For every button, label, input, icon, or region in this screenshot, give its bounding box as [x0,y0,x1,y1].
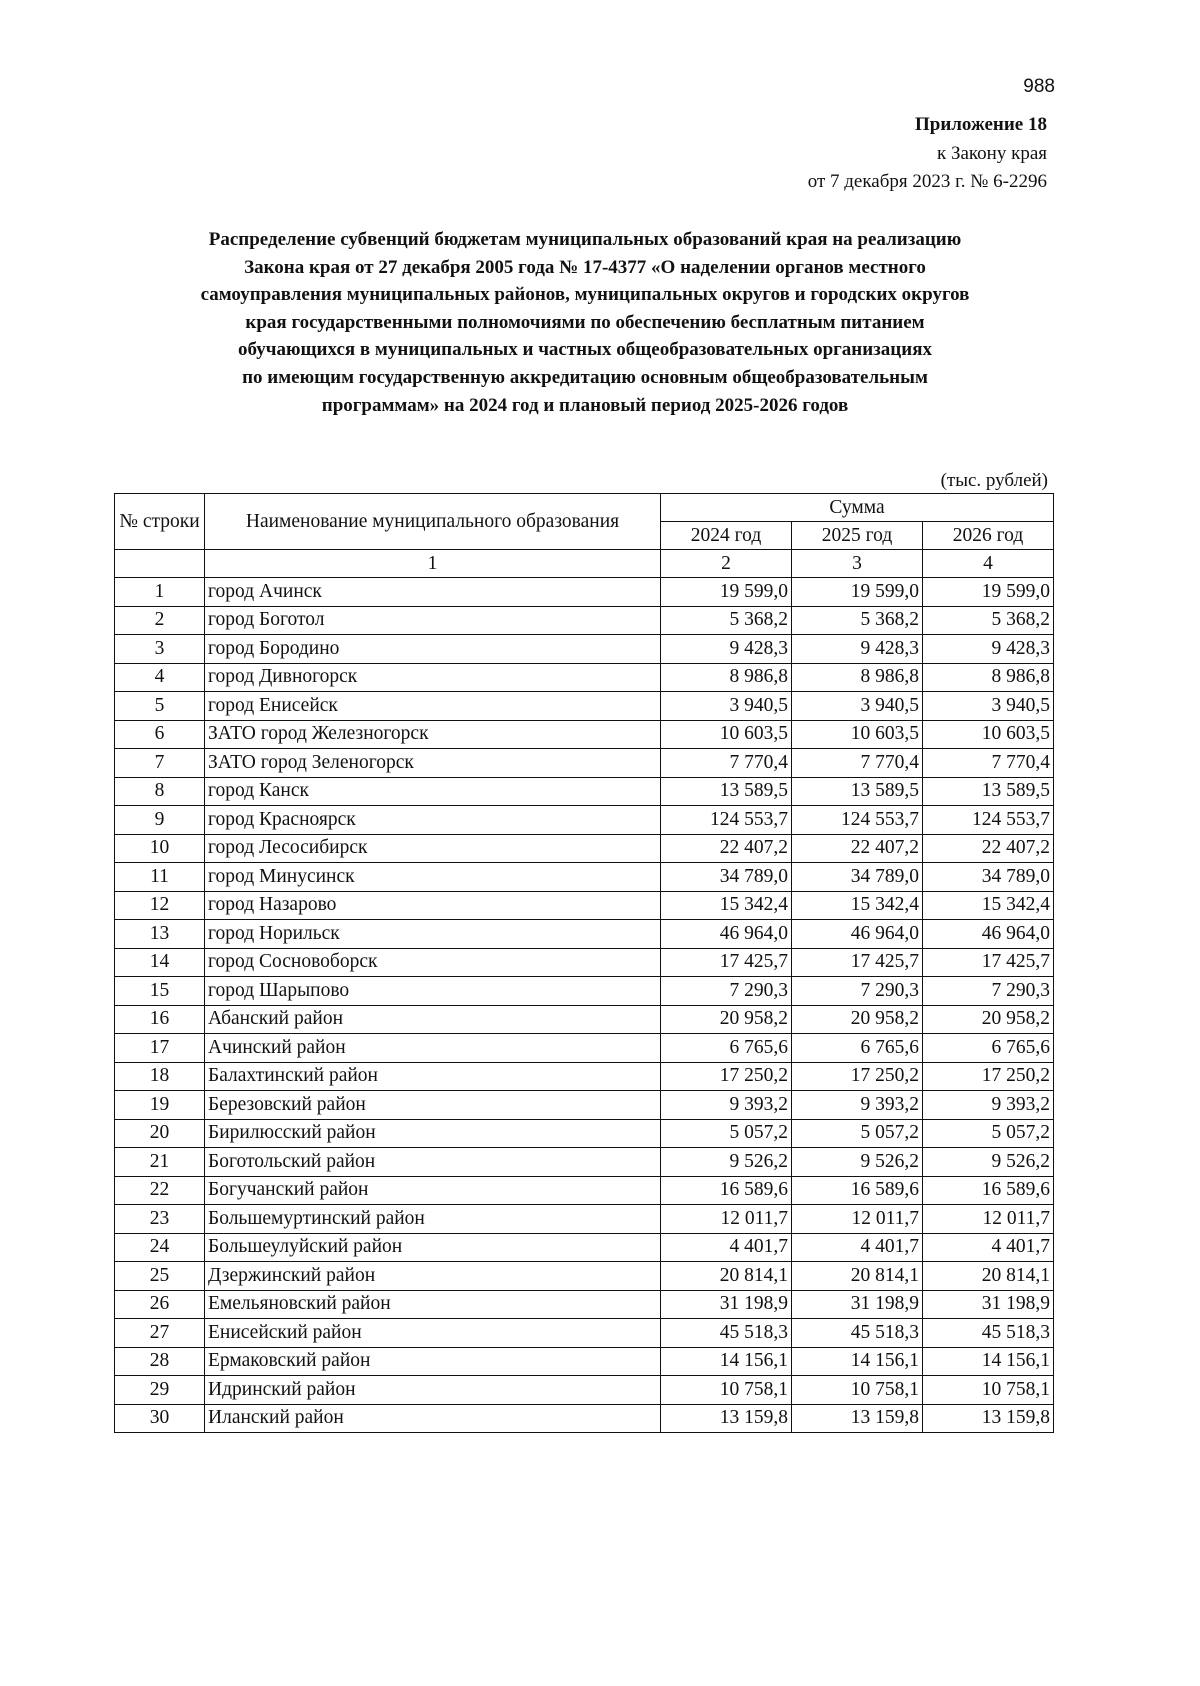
amount-2026: 7 290,3 [923,977,1054,1006]
amount-2024: 3 940,5 [661,692,792,721]
amount-2026: 16 589,6 [923,1176,1054,1205]
amount-2024: 17 250,2 [661,1062,792,1091]
row-number: 4 [115,663,205,692]
amount-2026: 8 986,8 [923,663,1054,692]
municipality-name: город Боготол [205,606,661,635]
row-number: 29 [115,1376,205,1405]
row-number: 6 [115,720,205,749]
municipality-name: Боготольский район [205,1148,661,1177]
amount-2026: 7 770,4 [923,749,1054,778]
amount-2025: 15 342,4 [792,891,923,920]
amount-2024: 31 198,9 [661,1290,792,1319]
table-row [115,749,1054,778]
municipality-name: ЗАТО город Зеленогорск [205,749,661,778]
col-number: 2 [661,550,792,578]
amount-2025: 17 425,7 [792,948,923,977]
amount-2025: 9 393,2 [792,1091,923,1120]
amount-2026: 14 156,1 [923,1347,1054,1376]
table-row [115,663,1054,692]
municipality-name: Большемуртинский район [205,1205,661,1234]
amount-2026: 124 553,7 [923,806,1054,835]
row-number: 9 [115,806,205,835]
municipality-name: Емельяновский район [205,1290,661,1319]
amount-2024: 45 518,3 [661,1319,792,1348]
row-number: 5 [115,692,205,721]
amount-2025: 19 599,0 [792,578,923,607]
amount-2025: 22 407,2 [792,834,923,863]
table-row [115,1319,1054,1348]
municipality-name: Абанский район [205,1005,661,1034]
amount-2024: 10 603,5 [661,720,792,749]
table-row [115,692,1054,721]
amount-2026: 15 342,4 [923,891,1054,920]
amount-2025: 9 526,2 [792,1148,923,1177]
municipality-name: Дзержинский район [205,1262,661,1291]
municipality-name: город Сосновоборск [205,948,661,977]
amount-2026: 12 011,7 [923,1205,1054,1234]
title-line: самоуправления муниципальных районов, муниципальных округов и городских округов [200,284,970,306]
table-row [115,948,1054,977]
amount-2024: 10 758,1 [661,1376,792,1405]
table-row [115,1404,1054,1433]
row-number: 8 [115,777,205,806]
header-year-2026: 2026 год [923,522,1054,550]
amount-2024: 20 814,1 [661,1262,792,1291]
col-number: 1 [205,550,661,578]
row-number: 14 [115,948,205,977]
title-line: Распределение субвенций бюджетам муниципальных образований края на реализацию [208,229,962,250]
table-row [115,720,1054,749]
municipality-name: ЗАТО город Железногорск [205,720,661,749]
title-line: края государственными полномочиями по обеспечению бесплатным питанием [245,311,925,333]
amount-2025: 34 789,0 [792,863,923,892]
amount-2024: 19 599,0 [661,578,792,607]
table-row [115,1233,1054,1262]
amount-2024: 5 368,2 [661,606,792,635]
row-number: 24 [115,1233,205,1262]
row-number: 19 [115,1091,205,1120]
municipality-name: Березовский район [205,1091,661,1120]
header-year-2025: 2025 год [792,522,923,550]
municipality-name: город Лесосибирск [205,834,661,863]
row-number: 21 [115,1148,205,1177]
table-row [115,1034,1054,1063]
row-number: 27 [115,1319,205,1348]
amount-2024: 17 425,7 [661,948,792,977]
municipality-name: Идринский район [205,1376,661,1405]
amount-2025: 13 159,8 [792,1404,923,1433]
amount-2026: 17 250,2 [923,1062,1054,1091]
amount-2024: 5 057,2 [661,1119,792,1148]
amount-2024: 34 789,0 [661,863,792,892]
municipality-name: город Канск [205,777,661,806]
amount-2026: 4 401,7 [923,1233,1054,1262]
document-title [120,226,1050,419]
amount-2025: 7 290,3 [792,977,923,1006]
municipality-name: Большеулуйский район [205,1233,661,1262]
table-row [115,1347,1054,1376]
table-row [115,1062,1054,1091]
amount-2024: 20 958,2 [661,1005,792,1034]
municipality-name: Ермаковский район [205,1347,661,1376]
table-row [115,578,1054,607]
amount-2026: 19 599,0 [923,578,1054,607]
amount-2024: 9 526,2 [661,1148,792,1177]
municipality-name: город Норильск [205,920,661,949]
table-row [115,1262,1054,1291]
amount-2025: 5 368,2 [792,606,923,635]
amount-2026: 31 198,9 [923,1290,1054,1319]
amount-2026: 9 526,2 [923,1148,1054,1177]
amount-2024: 13 589,5 [661,777,792,806]
row-number: 7 [115,749,205,778]
amount-2026: 6 765,6 [923,1034,1054,1063]
amount-2025: 10 603,5 [792,720,923,749]
appendix-date: от 7 декабря 2023 г. № 6-2296 [807,171,1047,192]
amount-2024: 6 765,6 [661,1034,792,1063]
amount-2025: 13 589,5 [792,777,923,806]
subsidy-table [114,493,1054,1433]
municipality-name: город Енисейск [205,692,661,721]
table-row [115,977,1054,1006]
municipality-name: Балахтинский район [205,1062,661,1091]
row-number: 17 [115,1034,205,1063]
row-number: 18 [115,1062,205,1091]
table-row [115,806,1054,835]
amount-2024: 8 986,8 [661,663,792,692]
row-number: 2 [115,606,205,635]
municipality-name: Иланский район [205,1404,661,1433]
amount-2026: 45 518,3 [923,1319,1054,1348]
amount-2024: 22 407,2 [661,834,792,863]
amount-2024: 15 342,4 [661,891,792,920]
amount-2026: 13 159,8 [923,1404,1054,1433]
amount-2024: 16 589,6 [661,1176,792,1205]
amount-2026: 46 964,0 [923,920,1054,949]
amount-2025: 4 401,7 [792,1233,923,1262]
table-row [115,1205,1054,1234]
row-number: 1 [115,578,205,607]
row-number: 11 [115,863,205,892]
col-number: 4 [923,550,1054,578]
table-row [115,891,1054,920]
col-number [115,550,205,578]
municipality-name: Бирилюсский район [205,1119,661,1148]
amount-2025: 8 986,8 [792,663,923,692]
amount-2024: 7 290,3 [661,977,792,1006]
municipality-name: город Бородино [205,635,661,664]
amount-2025: 45 518,3 [792,1319,923,1348]
amount-2025: 10 758,1 [792,1376,923,1405]
col-number: 3 [792,550,923,578]
amount-2026: 5 368,2 [923,606,1054,635]
amount-2026: 10 758,1 [923,1376,1054,1405]
amount-2024: 46 964,0 [661,920,792,949]
row-number: 20 [115,1119,205,1148]
title-line: программам» на 2024 год и плановый период 2025-2026 годов [321,394,849,416]
table-row [115,606,1054,635]
amount-2026: 9 428,3 [923,635,1054,664]
title-line: по имеющим государственную аккредитацию основным общеобразовательным [242,366,928,388]
title-line: Закона края от 27 декабря 2005 года № 17-4377 «О наделении органов местного [244,256,926,278]
table-row [115,1148,1054,1177]
municipality-name: город Минусинск [205,863,661,892]
title-line: обучающихся в муниципальных и частных общеобразовательных организациях [238,339,932,361]
appendix-title: Приложение 18 [914,114,1047,135]
amount-2024: 13 159,8 [661,1404,792,1433]
amount-2024: 9 393,2 [661,1091,792,1120]
table-row [115,1005,1054,1034]
units-label: (тыс. рублей) [940,470,1048,491]
amount-2024: 7 770,4 [661,749,792,778]
amount-2026: 10 603,5 [923,720,1054,749]
row-number: 26 [115,1290,205,1319]
municipality-name: город Шарыпово [205,977,661,1006]
table-row [115,920,1054,949]
amount-2025: 7 770,4 [792,749,923,778]
amount-2026: 5 057,2 [923,1119,1054,1148]
table-row [115,1376,1054,1405]
amount-2025: 14 156,1 [792,1347,923,1376]
amount-2026: 20 958,2 [923,1005,1054,1034]
row-number: 28 [115,1347,205,1376]
amount-2024: 14 156,1 [661,1347,792,1376]
amount-2025: 17 250,2 [792,1062,923,1091]
amount-2024: 12 011,7 [661,1205,792,1234]
amount-2026: 17 425,7 [923,948,1054,977]
municipality-name: Богучанский район [205,1176,661,1205]
amount-2025: 20 958,2 [792,1005,923,1034]
row-number: 22 [115,1176,205,1205]
amount-2024: 9 428,3 [661,635,792,664]
header-year-2024: 2024 год [661,522,792,550]
table-row [115,777,1054,806]
municipality-name: Енисейский район [205,1319,661,1348]
page-number: 988 [1023,76,1055,97]
table-row [115,863,1054,892]
row-number: 23 [115,1205,205,1234]
table-row [115,1119,1054,1148]
amount-2026: 9 393,2 [923,1091,1054,1120]
amount-2025: 16 589,6 [792,1176,923,1205]
amount-2026: 13 589,5 [923,777,1054,806]
amount-2026: 34 789,0 [923,863,1054,892]
row-number: 25 [115,1262,205,1291]
amount-2025: 20 814,1 [792,1262,923,1291]
header-row-number: № строки [115,494,205,550]
amount-2025: 46 964,0 [792,920,923,949]
row-number: 15 [115,977,205,1006]
municipality-name: город Дивногорск [205,663,661,692]
amount-2025: 5 057,2 [792,1119,923,1148]
table-row [115,1176,1054,1205]
row-number: 10 [115,834,205,863]
header-name: Наименование муниципального образования [205,494,661,550]
row-number: 13 [115,920,205,949]
municipality-name: город Назарово [205,891,661,920]
row-number: 16 [115,1005,205,1034]
municipality-name: город Красноярск [205,806,661,835]
amount-2026: 22 407,2 [923,834,1054,863]
municipality-name: Ачинский район [205,1034,661,1063]
amount-2025: 12 011,7 [792,1205,923,1234]
table-row [115,1290,1054,1319]
municipality-name: город Ачинск [205,578,661,607]
row-number: 30 [115,1404,205,1433]
amount-2025: 6 765,6 [792,1034,923,1063]
amount-2026: 3 940,5 [923,692,1054,721]
appendix-law: к Закону края [936,143,1047,164]
amount-2025: 3 940,5 [792,692,923,721]
amount-2024: 4 401,7 [661,1233,792,1262]
amount-2025: 124 553,7 [792,806,923,835]
table-row [115,834,1054,863]
amount-2026: 20 814,1 [923,1262,1054,1291]
amount-2024: 124 553,7 [661,806,792,835]
amount-2025: 9 428,3 [792,635,923,664]
amount-2025: 31 198,9 [792,1290,923,1319]
row-number: 12 [115,891,205,920]
table-row [115,1091,1054,1120]
header-sum: Сумма [661,494,1054,522]
table-row [115,635,1054,664]
row-number: 3 [115,635,205,664]
